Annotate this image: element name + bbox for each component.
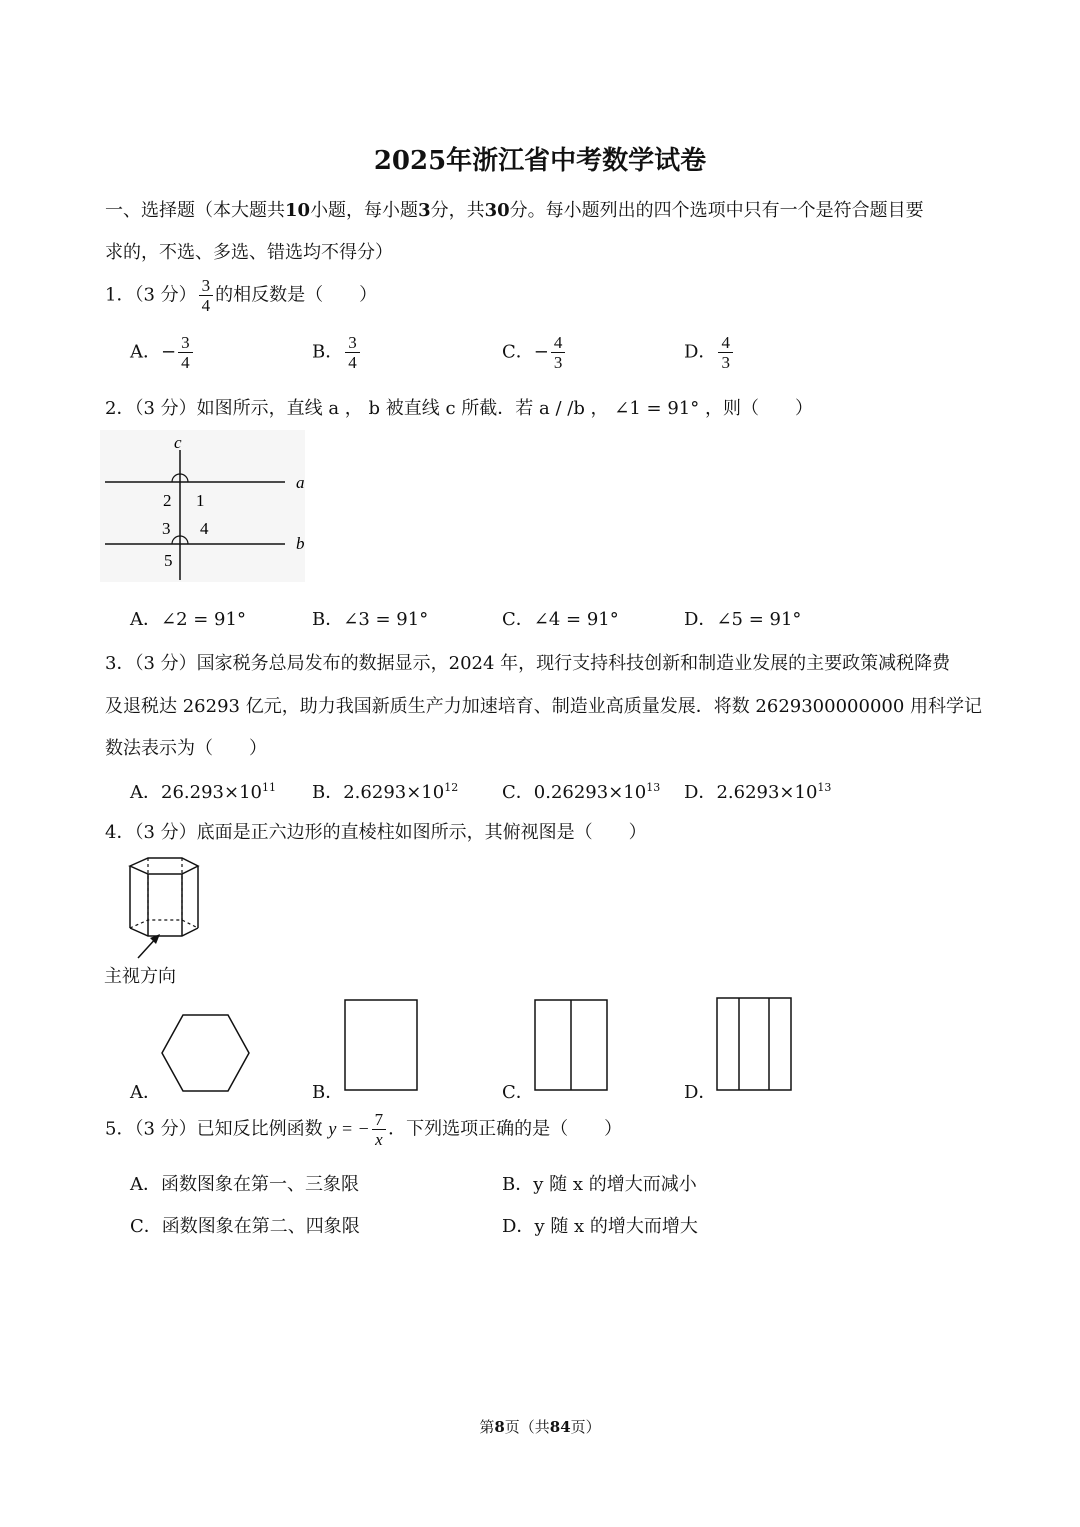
question-1: 1．（3 分） $\frac{3}{4}$ 的相反数是（ ） [105, 276, 378, 315]
label-angle-4: 4 [200, 519, 209, 538]
parallel-lines-figure [100, 430, 315, 585]
question-2: 2．（3 分）如图所示，直线 a ， b 被直线 c 所截．若 a / /b ， ∠1 = 91° ，则（ ） [105, 398, 813, 419]
q4-option-b-label[interactable]: B． [312, 1082, 344, 1103]
q5-option-b[interactable]: B．y 随 x 的增大而减小 [502, 1174, 697, 1195]
page-total: 84 [549, 1418, 571, 1436]
fraction: $\frac{7}{x}$ [372, 1110, 387, 1149]
question-3-line2: 及退税达 26293 亿元，助力我国新质生产力加速培育、制造业高质量发展．将数 2629300000000 用科学记 [105, 696, 983, 717]
label-angle-2: 2 [163, 491, 172, 510]
question-3-line3: 数法表示为（ ） [105, 738, 267, 759]
q1-option-a[interactable]: A．− $\frac{3}{4}$ [130, 333, 195, 372]
label-a: a [296, 473, 305, 492]
q4-option-b-rectangle[interactable] [343, 998, 421, 1094]
question-3-line1: 3．（3 分）国家税务总局发布的数据显示，2024 年，现行支持科技创新和制造业发展的主要政策减税降费 [105, 653, 951, 674]
section-header: 一、选择题（本大题共10小题，每小题3分，共30分。每小题列出的四个选项中只有一个是符合题目要 [105, 200, 924, 221]
q1-option-d[interactable]: D． $\frac{4}{3}$ [684, 333, 735, 372]
q3-option-a[interactable]: A．$26.293\times 10^{11}$ [130, 781, 276, 803]
q2-option-d[interactable]: D．∠5 = 91° [684, 609, 802, 630]
label-angle-3: 3 [162, 519, 171, 538]
label-angle-1: 1 [196, 491, 205, 510]
label-c: c [174, 433, 182, 452]
q4-option-a-label[interactable]: A． [130, 1082, 161, 1103]
page-title: 2025年浙江省中考数学试卷 [373, 146, 707, 176]
q4-option-c-label[interactable]: C． [502, 1082, 534, 1103]
section-header-line2: 求的，不选、多选、错选均不得分） [105, 242, 393, 263]
hexagonal-prism-figure [120, 852, 210, 962]
q1-option-b[interactable]: B． $\frac{3}{4}$ [312, 333, 362, 372]
prism-bottom-edges [130, 928, 198, 936]
view-direction-caption: 主视方向 [104, 966, 176, 987]
q4-option-d-label[interactable]: D． [684, 1082, 717, 1103]
page-footer: 第8页（共84页） [479, 1418, 601, 1436]
q2-option-c[interactable]: C．∠4 = 91° [502, 609, 619, 630]
q1-option-c[interactable]: C．− $\frac{4}{3}$ [502, 333, 567, 372]
fraction: $\frac{3}{4}$ [199, 276, 214, 315]
q4-option-c-rectangle-2-panels[interactable] [533, 998, 611, 1094]
page-number: 8 [494, 1418, 505, 1436]
q2-option-a[interactable]: A．∠2 = 91° [130, 609, 246, 630]
label-b: b [296, 534, 305, 553]
prism-hidden-bottom-edges [130, 920, 198, 928]
q2-option-b[interactable]: B．∠3 = 91° [312, 609, 429, 630]
prism-top-face [130, 858, 198, 874]
label-angle-5: 5 [164, 551, 173, 570]
q5-option-c[interactable]: C．函数图象在第二、四象限 [130, 1216, 360, 1237]
q4-option-d-rectangle-3-panels[interactable] [715, 996, 795, 1094]
q3-option-c[interactable]: C．$0.26293\times 10^{13}$ [502, 781, 661, 803]
q4-option-a-hexagon[interactable] [160, 1012, 255, 1094]
q5-option-a[interactable]: A．函数图象在第一、三象限 [130, 1174, 359, 1195]
question-5: 5．（3 分）已知反比例函数 y = − $\frac{7}{x}$ ．下列选项正确的是（ ） [105, 1110, 623, 1149]
q3-option-b[interactable]: B．$2.6293\times 10^{12}$ [312, 781, 459, 803]
q3-option-d[interactable]: D．$2.6293\times 10^{13}$ [684, 781, 832, 803]
question-4: 4．（3 分）底面是正六边形的直棱柱如图所示，其俯视图是（ ） [105, 822, 647, 843]
q5-option-d[interactable]: D．y 随 x 的增大而增大 [502, 1216, 698, 1237]
